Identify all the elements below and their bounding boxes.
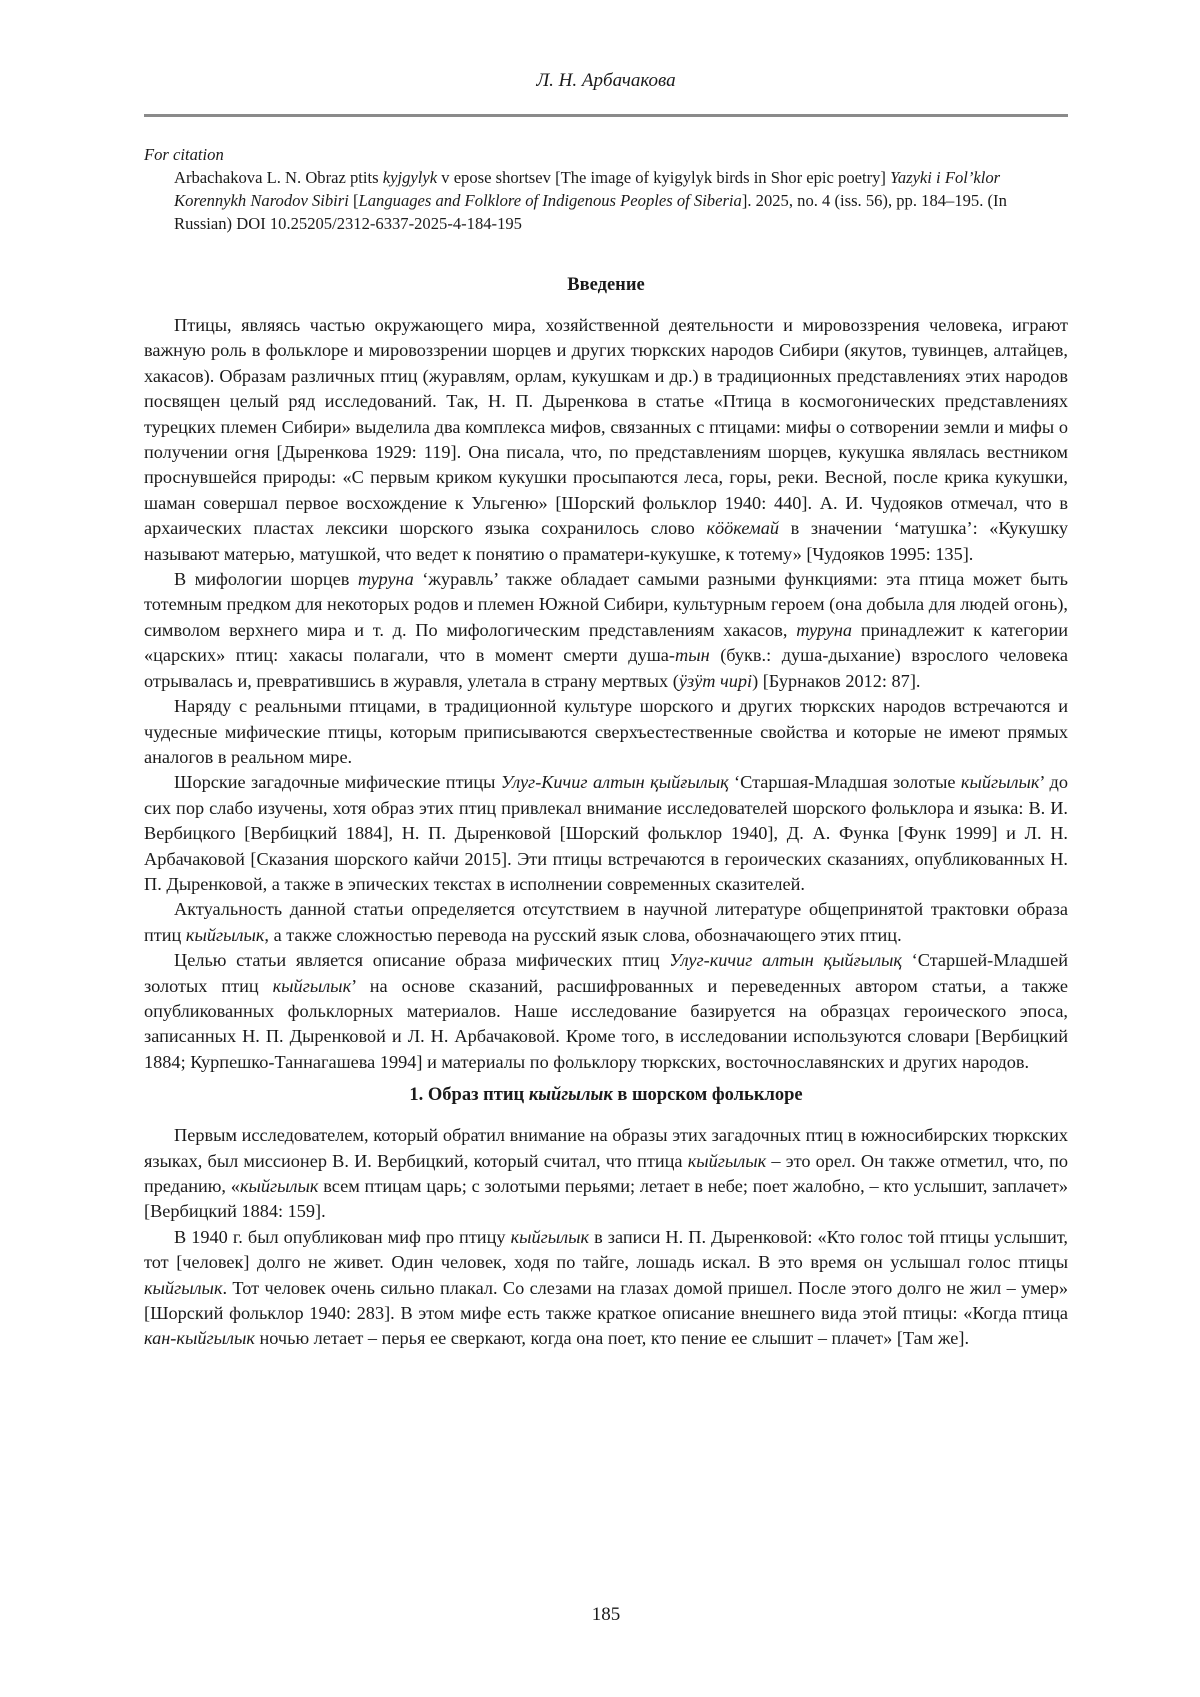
paragraph: Актуальность данной статьи определяется отсутствием в научной литературе общепринятой трактовки образа птиц кыйгылык, а также сложностью перевода на русский язык слова, обозначающего этих птиц. [144, 899, 1068, 945]
header-divider [144, 114, 1068, 117]
citation-text: Arbachakova L. N. Obraz ptits kyjgylyk v epose shortsev [The image of kyigylyk birds in Shor epic poetry] Yazyki i Fol’klor Korennykh Narodov Sibiri [Languages and Folklore of Indigenous Peoples of Siberia]. 2025, no. 4 (iss. 56), pp. 184–195. (In Russian) DOI 10.25205/2312-6337-2025-4-184-195 [174, 168, 1007, 233]
paragraph: Наряду с реальными птицами, в традиционной культуре шорского и других тюркских народов встречаются и чудесные мифические птицы, которым приписываются сверхъестественные свойства и которые не имеют прямых аналогов в реальном мире. [144, 696, 1068, 767]
paragraph: Птицы, являясь частью окружающего мира, хозяйственной деятельности и мировоззрения человека, играют важную роль в фольклоре и мировоззрении шорцев и других тюркских народов Сибири (якутов, тувинцев, алтайцев, хакасов). Образам различных птиц (журавлям, орлам, кукушкам и др.) в традиционных представлениях этих народов посвящен целый ряд исследований. Так, Н. П. Дыренкова в статье «Птица в космогонических представлениях турецких племен Сибири» выделила два комплекса мифов, связанных с птицами: мифы о сотворении земли и мифы о получении огня [Дыренкова 1929: 119]. Она писала, что, по представлениям шорцев, кукушка являлась вестником проснувшейся природы: «С первым криком кукушки просыпаются леса, горы, реки. Весной, после крика кукушки, шаман совершал первое восхождение к Ульгеню» [Шорский фольклор 1940: 440]. А. И. Чудояков отмечал, что в архаических пластах лексики шорского языка сохранилось слово кööкемай в значении ‘матушка’: «Кукушку называют матерью, матушкой, что ведет к понятию о праматери-кукушке, к тотему» [Чудояков 1995: 135]. [144, 315, 1068, 564]
section-heading-1: 1. Образ птиц кыйгылык в шорском фольклоре [409, 1085, 803, 1106]
paragraph: Целью статьи является описание образа мифических птиц Улуг-кичиг алтын қыйғылық ‘Старшей-Младшей золотых птиц кыйгылык’ на основе сказаний, расшифрованных и переведенных автором статьи, а также опубликованных фольклорных материалов. Наше исследование базируется на образцах героического эпоса, записанных Н. П. Дыренковой и Л. Н. Арбачаковой. Кроме того, в исследовании используются словари [Вербицкий 1884; Курпешко-Таннагашева 1994] и материалы по фольклору тюркских, восточнославянских и других народов. [144, 950, 1068, 1072]
paragraph: Шорские загадочные мифические птицы Улуг-Кичиг алтын қыйғылық ‘Старшая-Младшая золотые кыйгылык’ до сих пор слабо изучены, хотя образ этих птиц привлекал внимание исследователей шорского фольклора и языка: В. И. Вербицкого [Вербицкий 1884], Н. П. Дыренковой [Шорский фольклор 1940], Д. А. Функа [Функ 1999] и Л. Н. Арбачаковой [Сказания шорского кайчи 2015]. Эти птицы встречаются в героических сказаниях, опубликованных Н. П. Дыренковой, а также в эпических текстах в исполнении современных сказителей. [144, 772, 1068, 894]
article-body [144, 273, 1068, 1352]
paragraph: Первым исследователем, который обратил внимание на образы этих загадочных птиц в южносибирских тюркских языках, был миссионер В. И. Вербицкий, который считал, что птица кыйгылык – это орел. Он также отметил, что, по преданию, «кыйгылык всем птицам царь; с золотыми перьями; летает в небе; поет жалобно, – кто услышит, заплачет» [Вербицкий 1884: 159]. [144, 1125, 1068, 1222]
section-heading-intro: Введение [567, 275, 645, 295]
page-number: 185 [591, 1604, 621, 1625]
paragraph: В мифологии шорцев туруна ‘журавль’ также обладает самыми разными функциями: эта птица может быть тотемным предком для некоторых родов и племен Южной Сибири, культурным героем (она добыла для людей огонь), символом верхнего мира и т. д. По мифологическим представлениям хакасов, туруна принадлежит к категории «царских» птиц: хакасы полагали, что в момент смерти душа-тын (букв.: душа-дыхание) взрослого человека отрывалась и, превратившись в журавля, улетала в страну мертвых (ÿзÿт чирі) [Бурнаков 2012: 87]. [144, 569, 1068, 691]
paragraph: В 1940 г. был опубликован миф про птицу кыйгылык в записи Н. П. Дыренковой: «Кто голос той птицы услышит, тот [человек] долго не живет. Один человек, ходя по тайге, лошадь искал. В это время он услышал голос птицы кыйгылык. Тот человек очень сильно плакал. Со слезами на глазах домой пришел. После этого долго не жил – умер» [Шорский фольклор 1940: 283]. В этом мифе есть также краткое описание внешнего вида этой птицы: «Когда птица кан-кыйгылык ночью летает – перья ее сверкают, когда она поет, кто пение ее слышит – плачет» [Там же]. [144, 1226, 1069, 1349]
citation-block [144, 143, 1068, 235]
running-head-author: Л. Н. Арбачакова [536, 70, 676, 91]
citation-label: For citation [144, 145, 224, 164]
